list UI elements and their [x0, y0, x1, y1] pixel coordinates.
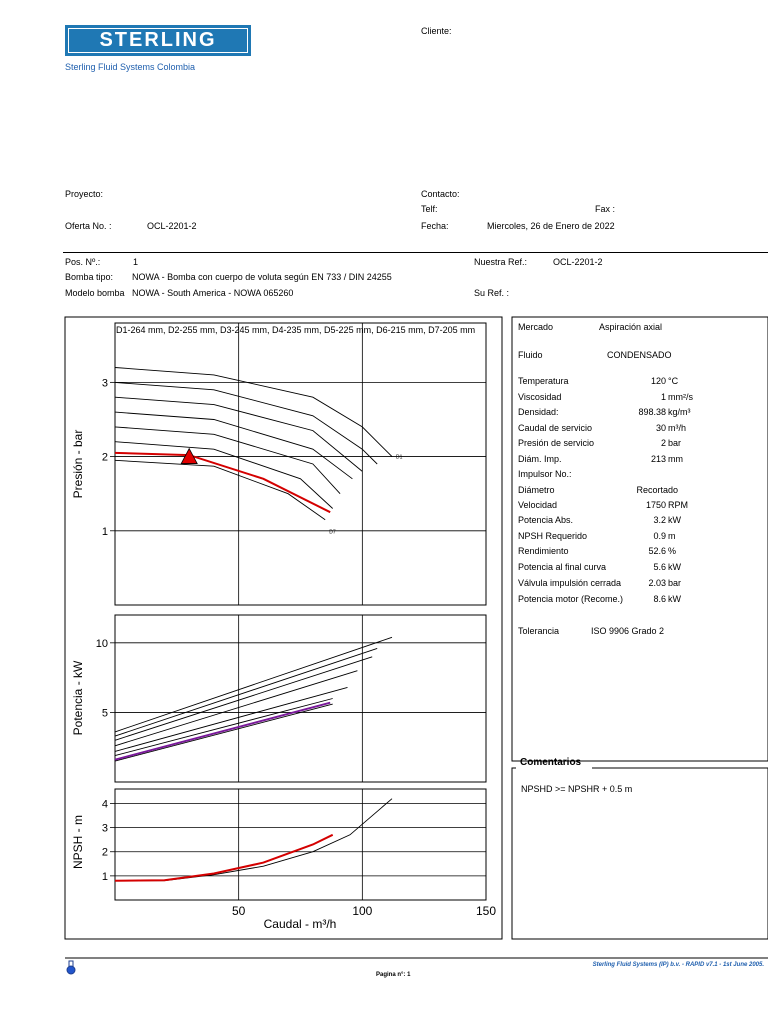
series-line [115, 460, 325, 519]
spec-row [518, 376, 694, 390]
bomba-value: NOWA - Bomba con cuerpo de voluta según EN 733 / DIN 24255 [132, 272, 392, 282]
mercado-label: Mercado [518, 322, 554, 332]
spec-row [518, 578, 694, 592]
y-tick-label: 10 [95, 637, 108, 650]
comentarios-text: NPSHD >= NPSHR + 0.5 m [521, 784, 633, 794]
spec-unit: bar [668, 438, 682, 448]
spec-label: Temperatura [518, 376, 569, 386]
diameter-legend: D1-264 mm, D2-255 mm, D3-245 mm, D4-235 mm, D5-225 mm, D6-215 mm, D7-205 mm [116, 325, 476, 335]
spec-row [518, 500, 694, 514]
spec-unit: m [668, 531, 676, 541]
flow-axis-title: Caudal - m³/h [263, 917, 337, 931]
spec-value: 5.6 [653, 562, 666, 572]
spec-row [518, 562, 694, 576]
x-tick-label: 100 [352, 904, 373, 918]
spec-label: Caudal de servicio [518, 423, 593, 433]
series-line [115, 637, 392, 732]
nuestra-ref-label: Nuestra Ref.: [474, 257, 528, 267]
series-line [115, 368, 392, 457]
curve-end-label: D7 [329, 529, 336, 536]
fecha-label: Fecha: [421, 221, 449, 231]
power-plot-frame [115, 615, 486, 782]
curve-end-label: D1 [396, 454, 403, 461]
tolerancia-value: ISO 9906 Grado 2 [591, 626, 665, 636]
company-name: Sterling Fluid Systems Colombia [65, 62, 196, 72]
spec-row [518, 423, 694, 437]
oferta-label: Oferta No. : [65, 221, 112, 231]
nuestra-ref-value: OCL-2201-2 [553, 257, 603, 267]
selected-curve [115, 835, 333, 881]
spec-value: 120 [650, 376, 666, 386]
spec-row [518, 594, 694, 608]
fluido-label: Fluido [518, 350, 543, 360]
fax-label: Fax : [595, 204, 616, 214]
bomba-label: Bomba tipo: [65, 272, 114, 282]
modelo-label: Modelo bomba [65, 288, 125, 298]
x-tick-label: 50 [231, 904, 246, 918]
series-line [115, 799, 392, 881]
page-number: Pagina n°: 1 [376, 972, 411, 978]
spec-unit: bar [668, 578, 682, 588]
pos-value: 1 [133, 257, 139, 267]
chart-outer-frame [65, 317, 502, 939]
spec-value: 8.6 [653, 594, 666, 604]
spec-unit: mm [668, 454, 683, 464]
su-ref-label: Su Ref. : [474, 288, 510, 298]
spec-label: Diámetro [518, 485, 555, 495]
head-axis-title: Presión - bar [71, 429, 85, 499]
spec-row [518, 546, 694, 560]
spec-value: 3.2 [653, 515, 666, 525]
spec-label: NPSH Requerido [518, 531, 588, 541]
contacto-label: Contacto: [421, 189, 460, 199]
y-tick-label: 5 [101, 707, 108, 720]
spec-label: Densidad: [518, 407, 559, 417]
spec-unit: % [668, 546, 677, 556]
spec-row [518, 515, 694, 529]
y-tick-label: 3 [101, 377, 108, 390]
spec-label: Viscosidad [518, 392, 562, 402]
spec-label: Válvula impulsión cerrada [518, 578, 622, 588]
spec-row [518, 407, 694, 421]
flask-icon [67, 961, 75, 974]
fluido-value: CONDENSADO [607, 350, 672, 360]
fecha-value: Miercoles, 26 de Enero de 2022 [487, 221, 615, 231]
spec-value: 52.6 [648, 546, 666, 556]
spec-label: Velocidad [518, 500, 558, 510]
npsh-axis-title: NPSH - m [71, 815, 85, 869]
spec-unit: kW [668, 594, 681, 604]
comentarios-title: Comentarios [520, 757, 582, 768]
modelo-value: NOWA - South America - NOWA 065260 [132, 288, 294, 298]
mercado-value: Aspiración axial [599, 322, 663, 332]
grid-lines [110, 323, 486, 900]
spec-value: 213 [650, 454, 666, 464]
spec-row [518, 469, 694, 483]
spec-unit: kW [668, 562, 681, 572]
tolerancia-label: Tolerancia [518, 626, 560, 636]
spec-label: Potencia al final curva [518, 562, 607, 572]
series-line [115, 648, 377, 736]
spec-value: 898.38 [638, 407, 666, 417]
spec-label: Potencia motor (Recome.) [518, 594, 624, 604]
y-tick-label: 1 [101, 870, 108, 883]
spec-unit: RPM [668, 500, 688, 510]
series-line [115, 671, 357, 746]
spec-row [518, 454, 694, 468]
y-tick-label: 1 [101, 525, 108, 538]
spec-row [518, 485, 694, 499]
pos-label: Pos. Nº.: [65, 257, 101, 267]
spec-unit: mm²/s [668, 392, 693, 402]
spec-label: Potencia Abs. [518, 515, 574, 525]
diameter-legend-box [116, 324, 476, 354]
footer-software: Sterling Fluid Systems (IP) b.v. - RAPID v7.1 - 1st June 2005. [592, 962, 764, 968]
spec-unit: kW [668, 515, 681, 525]
spec-row [518, 392, 694, 406]
spec-value: 30 [655, 423, 666, 433]
npsh-plot-frame [115, 789, 486, 900]
series-line [115, 442, 333, 509]
spec-value: 2.03 [648, 578, 666, 588]
x-tick-label: 150 [475, 904, 497, 918]
y-tick-label: 2 [101, 451, 108, 464]
spec-label: Rendimiento [518, 546, 569, 556]
series-line [115, 699, 333, 756]
spec-label: Diám. Imp. [518, 454, 562, 464]
spec-row [518, 438, 694, 452]
spec-label: Impulsor No.: [518, 469, 572, 479]
spec-unit: kg/m³ [668, 407, 691, 417]
spec-row [518, 531, 694, 545]
proyecto-label: Proyecto: [65, 189, 104, 199]
tick-labels [96, 377, 497, 918]
spec-value: 0.9 [653, 531, 666, 541]
y-tick-label: 2 [101, 846, 108, 859]
spec-unit: °C [668, 376, 679, 386]
spec-value: Recortado [636, 485, 678, 495]
spec-value: 2 [660, 438, 666, 448]
power-axis-title: Potencia - kW [71, 660, 85, 736]
cliente-label: Cliente: [421, 26, 452, 36]
spec-value: 1750 [645, 500, 666, 510]
spec-unit: m³/h [668, 423, 686, 433]
oferta-value: OCL-2201-2 [147, 221, 197, 231]
spec-label: Presión de servicio [518, 438, 595, 448]
logo-text: STERLING [68, 28, 248, 53]
spec-value: 1 [660, 392, 666, 402]
selected-curve [115, 703, 330, 760]
y-tick-label: 4 [101, 798, 108, 811]
y-tick-label: 3 [101, 822, 108, 835]
telf-label: Telf: [421, 204, 438, 214]
